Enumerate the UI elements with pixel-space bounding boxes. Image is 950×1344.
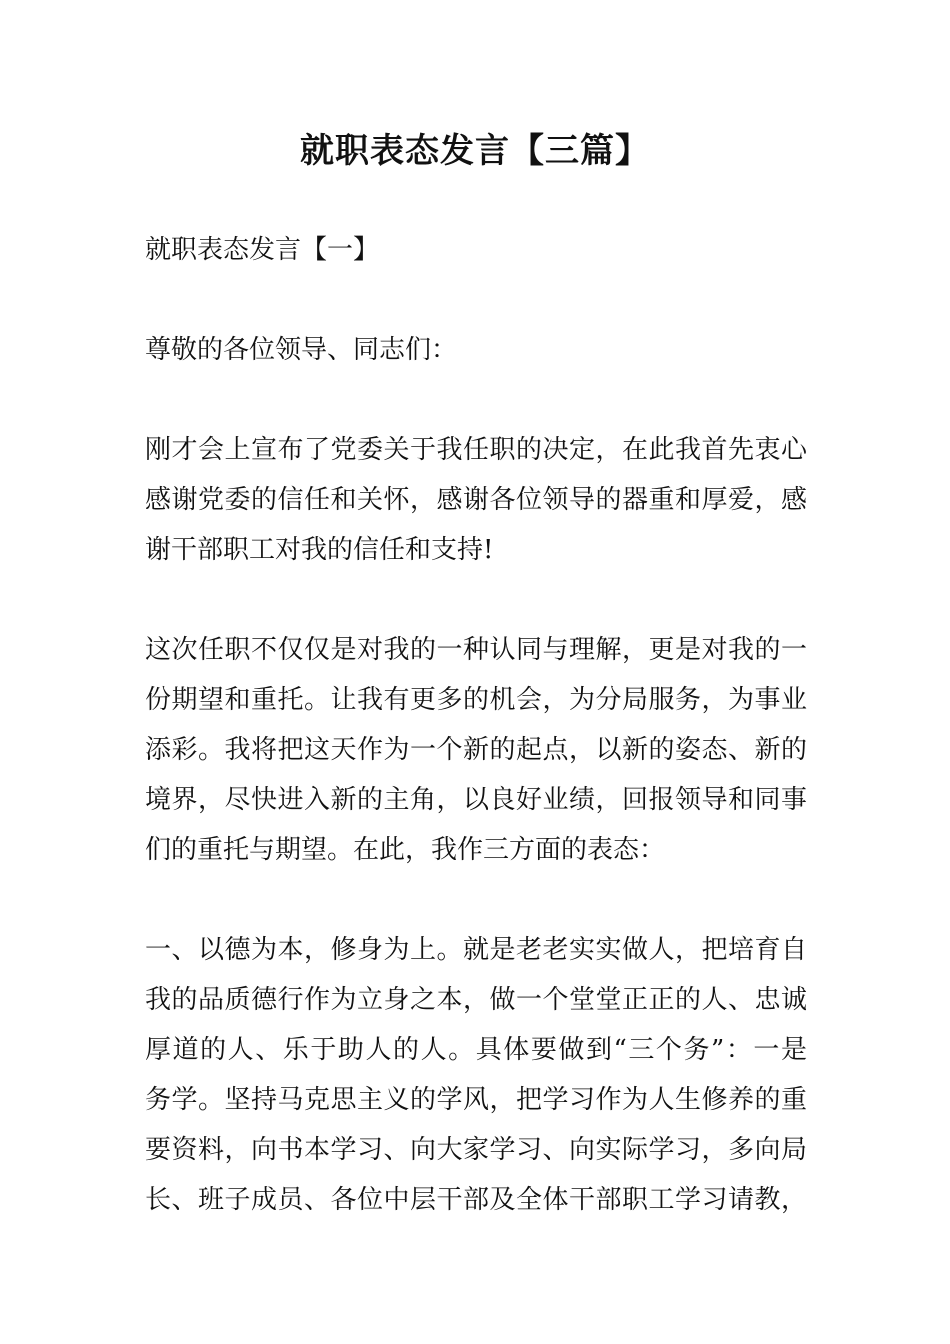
paragraph-line: 感谢党委的信任和关怀，感谢各位领导的器重和厚爱，感 bbox=[145, 485, 807, 515]
document-title: 就职表态发言【三篇】 bbox=[300, 131, 650, 171]
paragraph-line: 我的品质德行作为立身之本，做一个堂堂正正的人、忠诚 bbox=[145, 985, 807, 1015]
document-body bbox=[145, 225, 807, 1225]
paragraph-line: 添彩。我将把这天作为一个新的起点，以新的姿态、新的 bbox=[145, 735, 807, 765]
paragraph-line: 刚才会上宣布了党委关于我任职的决定，在此我首先衷心 bbox=[145, 435, 807, 465]
paragraph-line: 长、班子成员、各位中层干部及全体干部职工学习请教， bbox=[145, 1185, 807, 1215]
paragraph-2 bbox=[145, 625, 807, 875]
paragraph-spacer bbox=[145, 375, 807, 425]
paragraph-line: 们的重托与期望。在此，我作三方面的表态： bbox=[145, 835, 666, 865]
paragraph-1 bbox=[145, 425, 807, 575]
paragraph-line: 要资料，向书本学习、向大家学习、向实际学习，多向局 bbox=[145, 1135, 807, 1165]
paragraph-3 bbox=[145, 925, 807, 1225]
paragraph-line: 一、以德为本，修身为上。就是老老实实做人，把培育自 bbox=[145, 935, 807, 965]
paragraph-line: 份期望和重托。让我有更多的机会，为分局服务，为事业 bbox=[145, 685, 807, 715]
paragraph-spacer bbox=[145, 275, 807, 325]
paragraph-spacer bbox=[145, 875, 807, 925]
paragraph-spacer bbox=[145, 575, 807, 625]
salutation: 尊敬的各位领导、同志们： bbox=[145, 335, 458, 365]
paragraph-line: 谢干部职工对我的信任和支持! bbox=[145, 535, 494, 565]
paragraph-line: 这次任职不仅仅是对我的一种认同与理解，更是对我的一 bbox=[145, 635, 807, 665]
section-heading: 就职表态发言【一】 bbox=[145, 235, 380, 265]
paragraph-line: 务学。坚持马克思主义的学风，把学习作为人生修养的重 bbox=[145, 1085, 807, 1115]
paragraph-line: 厚道的人、乐于助人的人。具体要做到“三个务”：一是 bbox=[145, 1035, 807, 1065]
paragraph-line: 境界，尽快进入新的主角，以良好业绩，回报领导和同事 bbox=[145, 785, 807, 815]
